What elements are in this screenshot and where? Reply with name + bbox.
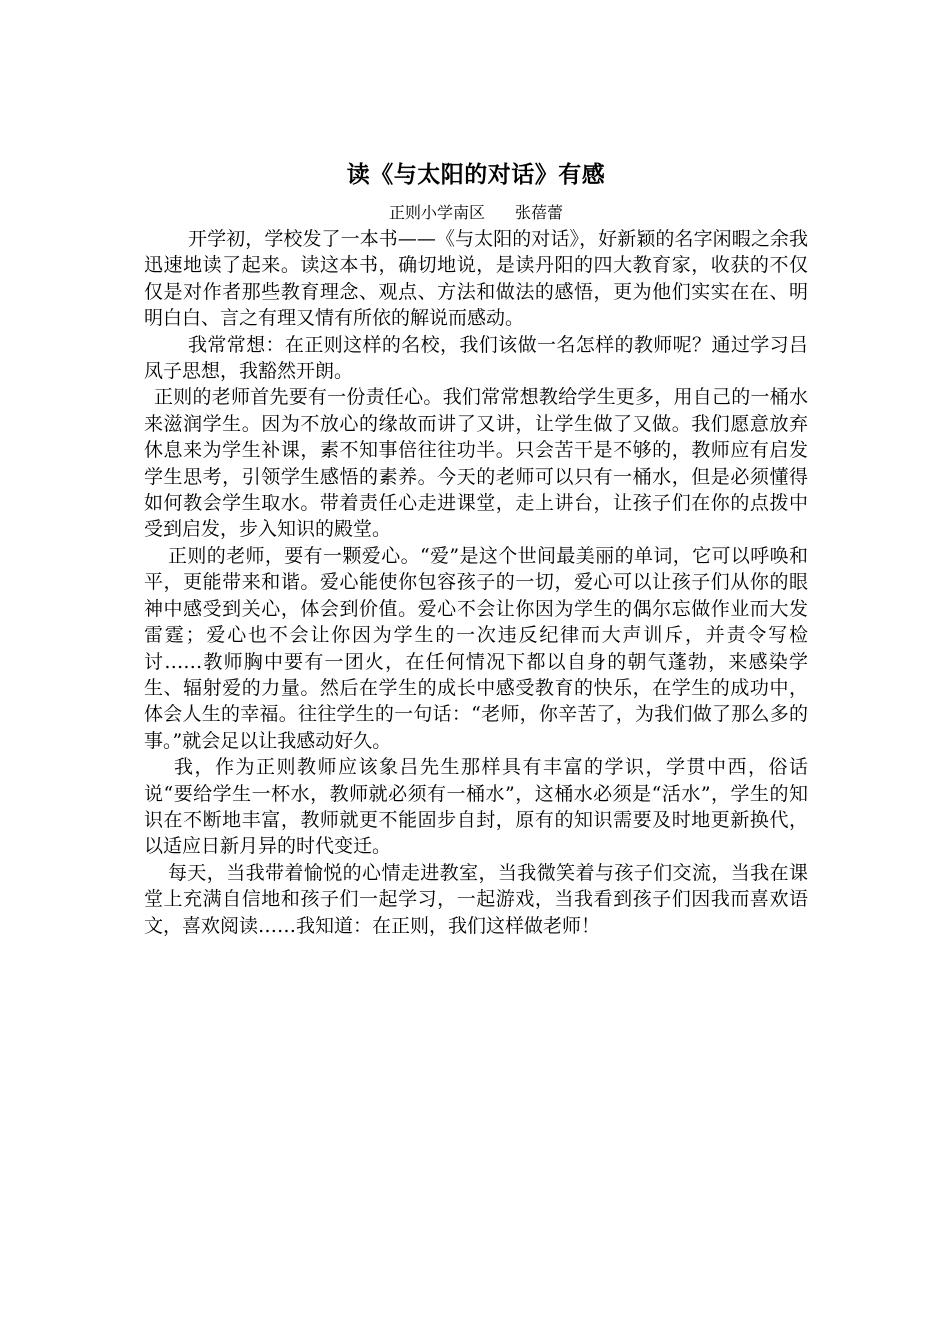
paragraph-1: 开学初，学校发了一本书——《与太阳的对话》，好新颖的名字闲暇之余我迅速地读了起来。读这本书，确切地说，是读丹阳的四大教育家，收获的不仅仅是对作者那些教育理念、观点、方法和做法的感悟，更为他们实实在在、明明白白、言之有理又情有所依的解说而感动。	[144, 228, 808, 330]
author-name: 张蓓蕾	[515, 203, 564, 222]
paragraph-3: 正则的老师首先要有一份责任心。我们常常想教给学生更多，用自己的一桶水来滋润学生。因为不放心的缘故而讲了又讲，让学生做了又做。我们愿意放弃休息来为学生补课，素不知事倍往往功半。只会苦干是不够的，教师应有启发学生思考，引领学生感悟的素养。今天的老师可以只有一桶水，但是必须懂得如何教会学生取水。带着责任心走进课堂，走上讲台，让孩子们在你的点拨中受到启发，步入知识的殿堂。	[144, 386, 808, 541]
paragraph-6: 每天，当我带着愉悦的心情走进教室，当我微笑着与孩子们交流，当我在课堂上充满自信地和孩子们一起学习，一起游戏，当我看到孩子们因我而喜欢语文，喜欢阅读……我知道：在正则，我们这样做老师！	[144, 861, 808, 937]
document-title: 读《与太阳的对话》有感	[346, 161, 606, 188]
paragraph-2: 我常常想：在正则这样的名校，我们该做一名怎样的教师呢？通过学习吕凤子思想，我豁然开朗。	[144, 333, 808, 383]
paragraph-5: 我，作为正则教师应该象吕先生那样具有丰富的学识，学贯中西，俗话说“要给学生一杯水，教师就必须有一桶水”，这桶水必须是“活水”，学生的知识在不断地丰富，教师就更不能固步自封，原有的知识需要及时地更新换代，以适应日新月异的时代变迁。	[144, 756, 808, 858]
paragraph-4: 正则的老师，要有一颗爱心。“爱”是这个世间最美丽的单词，它可以呼唤和平，更能带来和谐。爱心能使你包容孩子的一切，爱心可以让孩子们从你的眼神中感受到关心，体会到价值。爱心不会让你因为学生的偶尔忘做作业而大发雷霆；爱心也不会让你因为学生的一次违反纪律而大声训斥，并责令写检讨……教师胸中要有一团火，在任何情况下都以自身的朝气蓬勃，来感染学生、辐射爱的力量。然后在学生的成长中感受教育的快乐，在学生的成功中，体会人生的幸福。往往学生的一句话：“老师，你辛苦了，为我们做了那么多的事。”就会足以让我感动好久。	[144, 544, 808, 752]
byline	[144, 202, 808, 224]
school-name: 正则小学南区	[388, 203, 485, 222]
document-page	[144, 158, 808, 939]
